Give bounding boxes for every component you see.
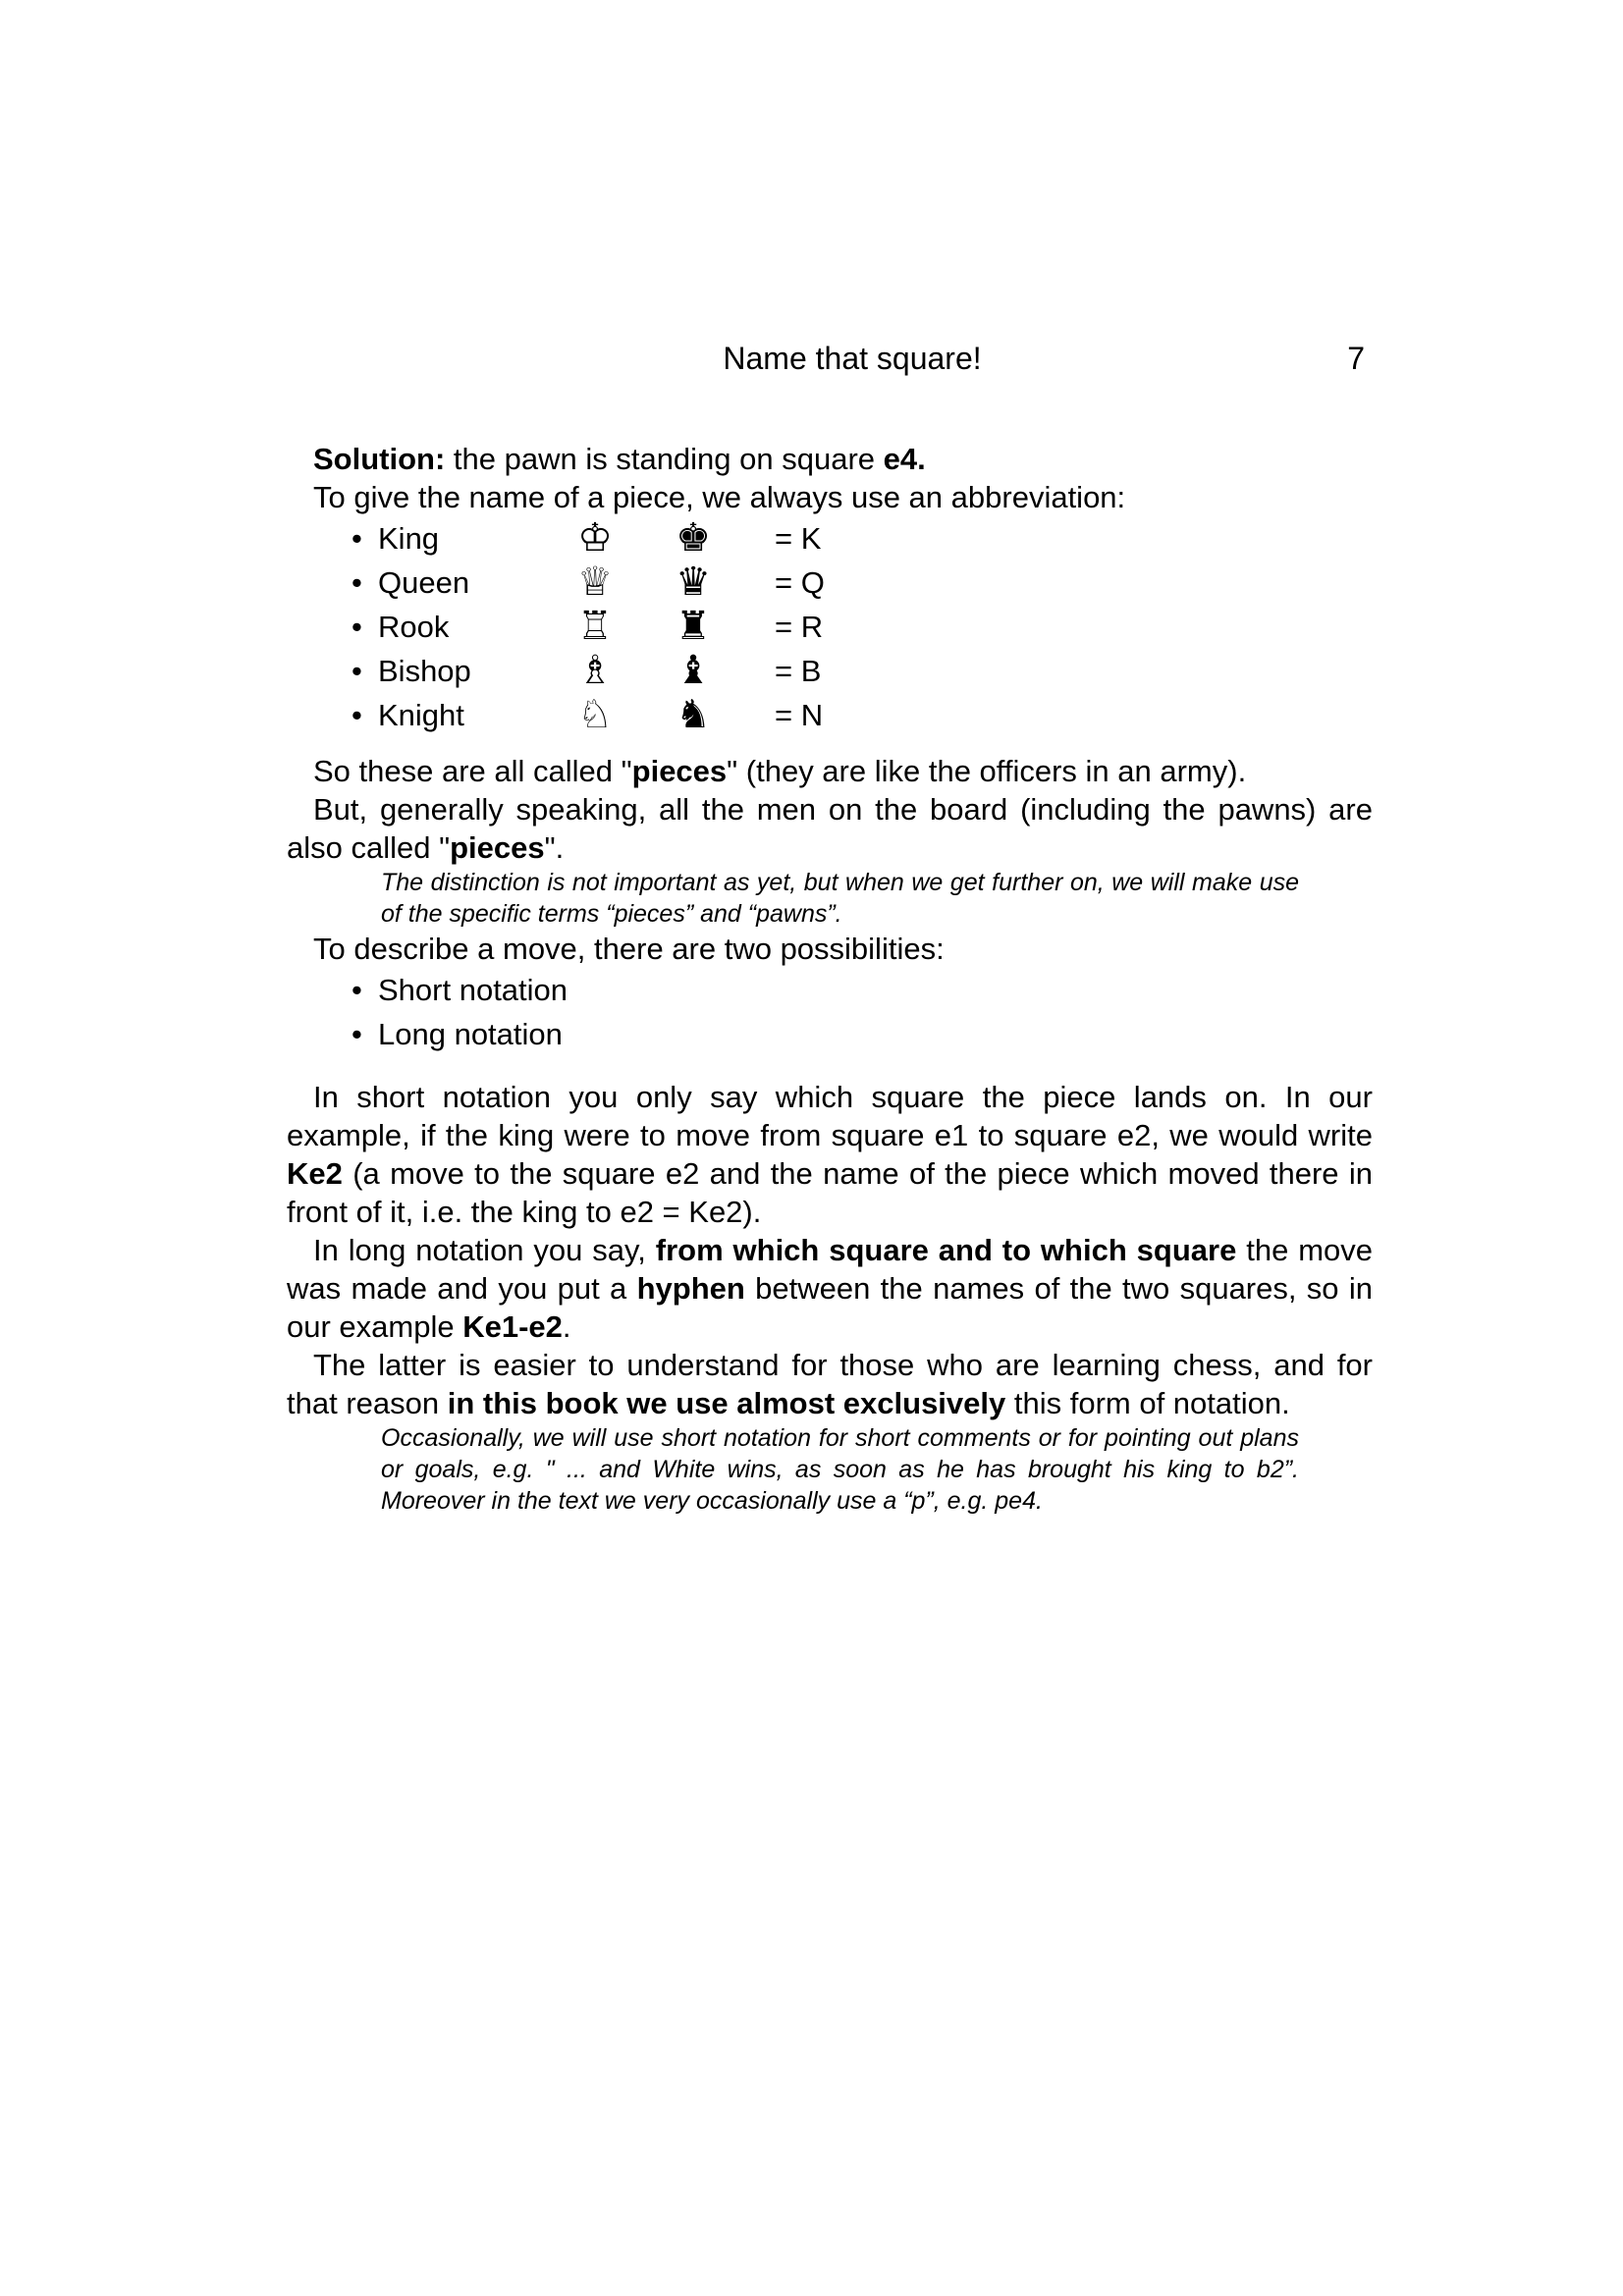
paragraph-bold-text: Ke1-e2 (462, 1309, 563, 1344)
white-queen-icon: ♕ (577, 560, 613, 605)
white-rook-icon: ♖ (577, 604, 613, 649)
piece-list (287, 516, 1373, 737)
paragraph-text: between the names of the two squares, so in our example (287, 1271, 1373, 1344)
paragraph-text: (a move to the square e2 and the name of the piece which moved there in front of it, i.e. the king to e2 = Ke2). (287, 1156, 1373, 1229)
bullet-icon: • (352, 698, 362, 732)
solution-label: Solution: (313, 442, 446, 476)
piece-name: Bishop (378, 654, 471, 688)
piece-row-queen (287, 561, 1373, 605)
solution-paragraph (287, 440, 1373, 478)
paragraph-bold-text: from which square and to which square (655, 1233, 1237, 1267)
piece-name: King (378, 521, 440, 556)
black-king-icon: ♚ (676, 515, 711, 561)
piece-abbreviation: = Q (775, 565, 825, 600)
list-item-short-notation (287, 968, 1373, 1012)
piece-abbreviation: = K (775, 521, 822, 556)
piece-name: Knight (378, 698, 464, 732)
white-bishop-icon: ♗ (577, 648, 613, 693)
page-title: Name that square! (723, 341, 982, 376)
paragraph-text: this form of notation. (1005, 1386, 1290, 1420)
pieces-general-paragraph (287, 790, 1373, 867)
paragraph-bold-text: hyphen (636, 1271, 745, 1306)
piece-name: Queen (378, 565, 470, 600)
piece-abbreviation: = B (775, 654, 822, 688)
paragraph-bold-text: pieces (631, 754, 728, 788)
bullet-icon: • (352, 610, 362, 644)
list-item-long-notation (287, 1012, 1373, 1056)
notation-options-list (287, 968, 1373, 1056)
piece-row-bishop (287, 649, 1373, 693)
paragraph-bold-text: in this book we use almost exclusively (447, 1386, 1006, 1420)
bullet-icon: • (352, 1017, 362, 1051)
page-content (287, 339, 1373, 1517)
short-notation-paragraph (287, 1078, 1373, 1231)
black-bishop-icon: ♝ (676, 648, 711, 693)
paragraph-text: " (they are like the officers in an army). (727, 754, 1247, 788)
bullet-icon: • (352, 654, 362, 688)
piece-row-rook (287, 605, 1373, 649)
piece-row-knight (287, 693, 1373, 737)
page-number: 7 (1347, 341, 1365, 376)
black-knight-icon: ♞ (676, 692, 711, 737)
piece-abbreviation: = R (775, 610, 824, 644)
piece-abbreviation: = N (775, 698, 824, 732)
piece-row-king (287, 516, 1373, 561)
bullet-icon: • (352, 521, 362, 556)
long-notation-paragraph (287, 1231, 1373, 1346)
page-header (287, 339, 1373, 378)
paragraph-bold-text: pieces (450, 830, 545, 865)
piece-name: Rook (378, 610, 450, 644)
white-king-icon: ♔ (577, 515, 613, 561)
bullet-icon: • (352, 565, 362, 600)
paragraph-text: The latter is easier to understand for those who are learning chess, and for that reason (287, 1348, 1373, 1420)
paragraph-text: the move was made and you put a (287, 1233, 1373, 1306)
black-queen-icon: ♛ (676, 560, 711, 605)
paragraph-text: . (562, 1309, 571, 1344)
solution-square: e4. (883, 442, 926, 476)
paragraph-text: In long notation you say, (313, 1233, 656, 1267)
pieces-definition-paragraph (287, 752, 1373, 790)
latter-easier-paragraph (287, 1346, 1373, 1422)
notation-option-label: Long notation (378, 1017, 563, 1051)
distinction-note: The distinction is not important as yet, but when we get further on, we will make use of the specific terms “pieces” and “pawns”. (381, 869, 1299, 928)
notation-option-label: Short notation (378, 973, 568, 1007)
black-rook-icon: ♜ (676, 604, 711, 649)
paragraph-text: ". (544, 830, 565, 865)
occasionally-note: Occasionally, we will use short notation for short comments or for pointing out plans or goals, e.g. " ... and White wins, as soon as he has brought his king to b2”. Moreover in the text we very occasionally use a “p”, e.g. pe4. (381, 1424, 1299, 1515)
paragraph-text: In short notation you only say which square the piece lands on. In our example, if the king were to move from square e1 to square e2, we would write (287, 1080, 1373, 1152)
white-knight-icon: ♘ (577, 692, 613, 737)
abbreviation-intro-paragraph: To give the name of a piece, we always use an abbreviation: (313, 480, 1126, 514)
paragraph-bold-text: Ke2 (287, 1156, 343, 1191)
move-intro-paragraph: To describe a move, there are two possibilities: (313, 932, 945, 966)
solution-text: the pawn is standing on square (445, 442, 884, 476)
paragraph-text: But, generally speaking, all the men on the board (including the pawns) are also called " (287, 792, 1373, 865)
paragraph-text: So these are all called " (313, 754, 632, 788)
bullet-icon: • (352, 973, 362, 1007)
